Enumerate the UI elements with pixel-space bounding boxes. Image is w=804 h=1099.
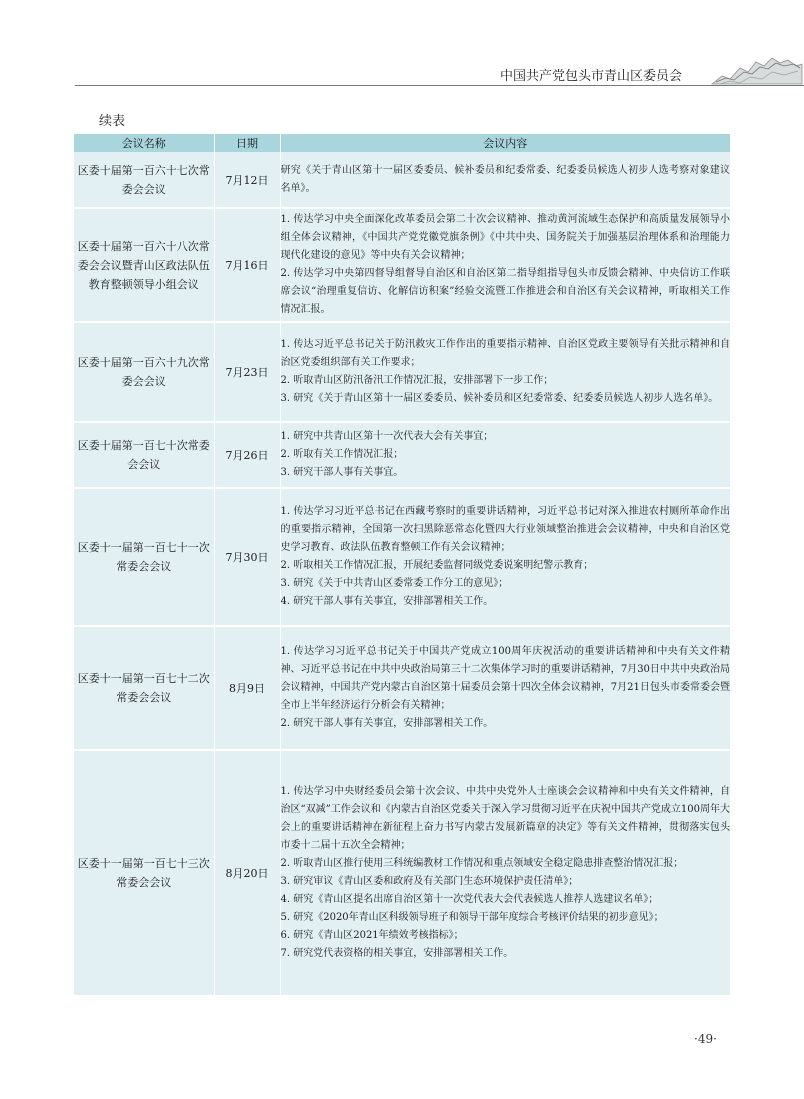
content-item: 1. 传达习近平总书记关于防汛救灾工作作出的重要指示精神、自治区党政主要领导有关批示精神和自治区党委组织部有关工作要求； (280, 339, 730, 368)
content-item: 1. 传达学习习近平总书记在西藏考察时的重要讲话精神，习近平总书记对深入推进农村厕所革命作出的重要指示精神，全国第一次扫黑除恶常态化暨四大行业领域整治推进会会议精神，中央和自治区党史学习教育、政法队伍教育整顿工作有关会议精神； (280, 506, 730, 553)
meeting-date: 7月26日 (214, 422, 280, 488)
content-item: 2. 听取有关工作情况汇报； (280, 449, 404, 460)
meeting-date: 7月12日 (214, 152, 280, 208)
meeting-name: 区委十一届第一百七十三次常委会会议 (74, 750, 214, 996)
header-rule (75, 85, 804, 86)
table-row (74, 422, 730, 488)
content-item: 3. 研究审议《青山区委和政府及有关部门生态环境保护责任清单》； (280, 876, 579, 887)
meeting-content (280, 208, 730, 322)
content-item: 1. 传达学习中央财经委员会第十次会议、中共中央党外人士座谈会会议精神和中央有关文件精神，自治区“双减”工作会议和《内蒙古自治区党委关于深入学习贯彻习近平在庆祝中国共产党成立100周年大会上的重要讲话精神在新征程上奋力书写内蒙古发展新篇章的决定》等有关文件精神，贯彻落实包头市委十二届十五次全会精神； (280, 786, 730, 851)
content-item: 3. 研究干部人事有关事宜。 (280, 467, 404, 478)
meeting-name: 区委十届第一百七十次常委会会议 (74, 422, 214, 488)
content-item: 2. 传达学习中央第四督导组督导自治区和自治区第二指导组指导包头市反馈会精神、中央信访工作联席会议“治理重复信访、化解信访积案”经验交流暨工作推进会和自治区有关会议精神，听取相关工作情况汇报。 (280, 268, 730, 315)
meeting-name: 区委十届第一百六十七次常委会会议 (74, 152, 214, 208)
continued-label: 续表 (99, 114, 126, 129)
table-row (74, 208, 730, 322)
content-item: 1. 研究中共青山区第十一次代表大会有关事宜； (280, 431, 494, 442)
content-item: 研究《关于青山区第十一届区委委员、候补委员和纪委常委、纪委委员候选人初步人选考察对象建议名单》。 (280, 164, 730, 194)
meeting-date: 7月23日 (214, 322, 280, 422)
table-row (74, 322, 730, 422)
content-item: 6. 研究《青山区2021年绩效考核指标》； (280, 930, 464, 941)
meeting-date: 8月20日 (214, 750, 280, 996)
table-row (74, 626, 730, 750)
content-item: 2. 听取青山区推行使用三科统编教材工作情况和重点领域安全稳定隐患排查整治情况汇报； (280, 858, 684, 869)
meeting-date: 7月16日 (214, 208, 280, 322)
content-item: 2. 听取青山区防汛备汛工作情况汇报，安排部署下一步工作； (280, 375, 554, 386)
content-item: 1. 传达学习习近平总书记关于中国共产党成立100周年庆祝活动的重要讲话精神和中央有关文件精神、习近平总书记在中共中央政治局第三十二次集体学习时的重要讲话精神，7月30日中共中央政治局会议精神，中国共产党内蒙古自治区第十届委员会第十四次全体会议精神，7月21日包头市委常委会暨全市上半年经济运行分析会有关精神； (280, 646, 730, 711)
table-row (74, 152, 730, 208)
meeting-date: 7月30日 (214, 488, 280, 626)
header-bar (0, 63, 804, 85)
content-item: 5. 研究《2020年青山区科级领导班子和领导干部年度综合考核评价结果的初步意见》； (280, 912, 664, 923)
meeting-name: 区委十一届第一百七十一次常委会会议 (74, 488, 214, 626)
content-item: 2. 听取相关工作情况汇报，开展纪委监督同级党委说案明纪警示教育； (280, 560, 594, 571)
meeting-content (280, 750, 730, 996)
meeting-name: 区委十届第一百六十八次常委会会议暨青山区政法队伍教育整顿领导小组会议 (74, 208, 214, 322)
meeting-content (280, 626, 730, 750)
table-header-row (74, 134, 730, 152)
header-title: 中国共产党包头市青山区委员会 (500, 69, 683, 84)
content-item: 4. 研究《青山区提名出席自治区第十一次党代表大会代表候选人推荐人选建议名单》； (280, 894, 659, 905)
meeting-content (280, 422, 730, 488)
meeting-content (280, 488, 730, 626)
table-row (74, 750, 730, 996)
content-item: 3. 研究《关于青山区第十一届区委委员、候补委员和区纪委常委、纪委委员候选人初步人选名单》。 (280, 393, 719, 404)
meeting-name: 区委十届第一百六十九次常委会会议 (74, 322, 214, 422)
meetings-table (74, 134, 730, 997)
content-item: 1. 传达学习中央全面深化改革委员会第二十次会议精神、推动黄河流域生态保护和高质量发展领导小组全体会议精神，《中国共产党党徽党旗条例》《中共中央、国务院关于加强基层治理体系和治理能力现代化建设的意见》等中央有关会议精神； (280, 214, 730, 261)
table-row (74, 488, 730, 626)
meeting-name: 区委十一届第一百七十二次常委会会议 (74, 626, 214, 750)
content-item: 4. 研究干部人事有关事宜，安排部署相关工作。 (280, 596, 494, 607)
page-number: ·49· (694, 1032, 717, 1046)
meeting-content (280, 152, 730, 208)
column-header-name: 会议名称 (74, 134, 214, 152)
great-wall-decoration-icon (710, 54, 804, 86)
column-header-date: 日期 (214, 134, 280, 152)
content-item: 3. 研究《关于中共青山区委常委工作分工的意见》； (280, 578, 509, 589)
content-item: 2. 研究干部人事有关事宜，安排部署相关工作。 (280, 718, 494, 729)
meeting-content (280, 322, 730, 422)
column-header-content: 会议内容 (280, 134, 730, 152)
meeting-date: 8月9日 (214, 626, 280, 750)
content-item: 7. 研究党代表资格的相关事宜，安排部署相关工作。 (280, 948, 514, 959)
